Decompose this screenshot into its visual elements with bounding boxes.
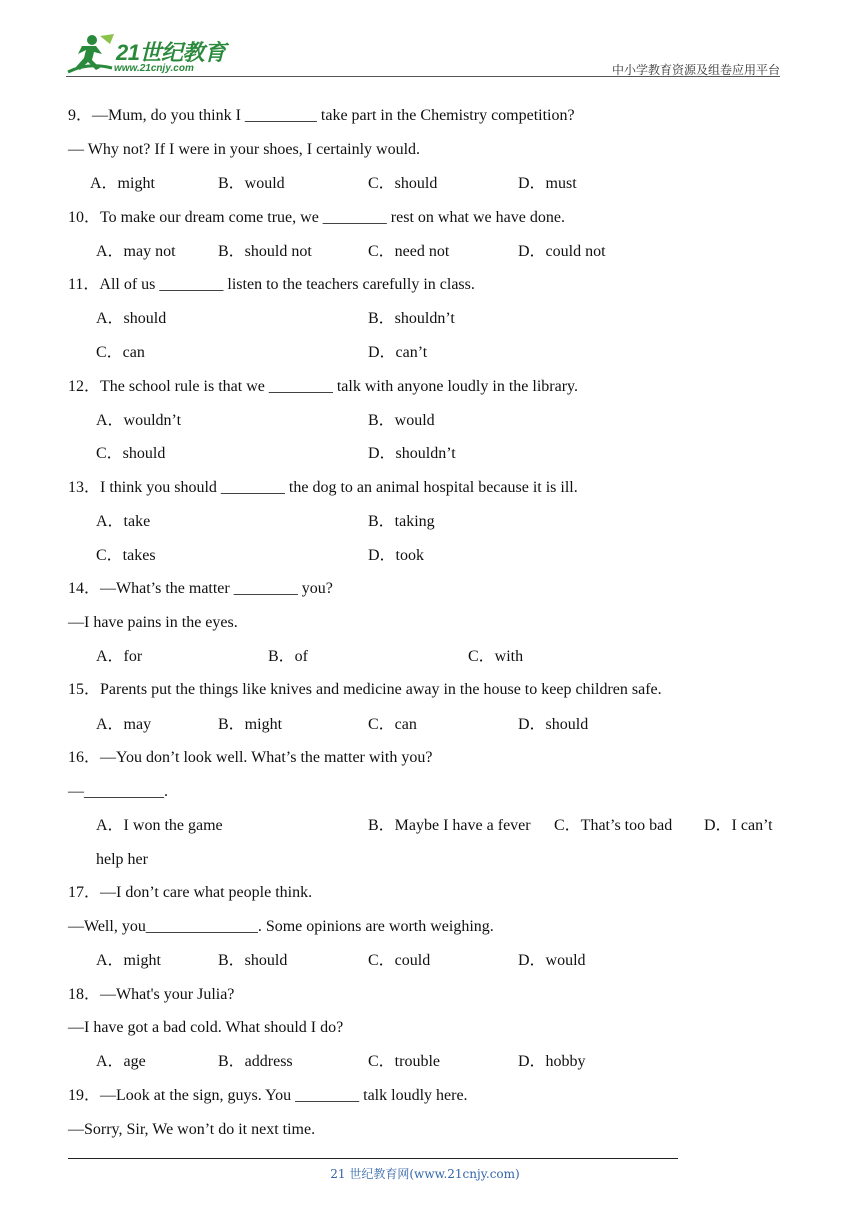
platform-name: 中小学教育资源及组卷应用平台 xyxy=(611,63,780,77)
question-11-option-b[interactable]: B．shouldn’t xyxy=(368,310,455,327)
question-18-reply: —I have got a bad cold. What should I do? xyxy=(68,1019,344,1036)
question-12-option-a[interactable]: A．wouldn’t xyxy=(96,412,182,429)
question-17-option-b[interactable]: B．should xyxy=(218,952,288,969)
runner-logo-icon xyxy=(62,32,116,78)
question-17-option-a[interactable]: A．might xyxy=(96,952,161,969)
question-13-option-b[interactable]: B．taking xyxy=(368,513,435,530)
question-9-stem: 9．—Mum, do you think I _________ take part in the Chemistry competition? xyxy=(68,107,575,124)
question-16-stem: 16．—You don’t look well. What’s the matter with you? xyxy=(68,749,433,766)
logo[interactable] xyxy=(62,32,232,78)
question-9-option-d[interactable]: D．must xyxy=(518,175,577,192)
question-15-option-a[interactable]: A．may xyxy=(96,716,152,733)
question-18-option-c[interactable]: C．trouble xyxy=(368,1053,440,1070)
question-13-option-c[interactable]: C．takes xyxy=(96,547,156,564)
question-15-stem: 15．Parents put the things like knives and medicine away in the house to keep children safe. xyxy=(68,681,662,698)
question-10-option-c[interactable]: C．need not xyxy=(368,243,450,260)
question-11-stem: 11．All of us ________ listen to the teachers carefully in class. xyxy=(68,276,475,293)
question-9-option-c[interactable]: C．should xyxy=(368,175,438,192)
question-16-reply: —__________. xyxy=(68,783,168,800)
question-18-stem: 18．—What's your Julia? xyxy=(68,986,235,1003)
question-10-option-b[interactable]: B．should not xyxy=(218,243,312,260)
question-10-stem: 10．To make our dream come true, we ________ rest on what we have done. xyxy=(68,209,565,226)
question-14-reply: —I have pains in the eyes. xyxy=(68,614,238,631)
question-16-option-b[interactable]: B．Maybe I have a fever xyxy=(368,817,531,834)
question-15-option-d[interactable]: D．should xyxy=(518,716,589,733)
question-18-option-d[interactable]: D．hobby xyxy=(518,1053,586,1070)
question-18-option-a[interactable]: A．age xyxy=(96,1053,146,1070)
question-9-reply: — Why not? If I were in your shoes, I certainly would. xyxy=(68,141,421,158)
question-11-option-a[interactable]: A．should xyxy=(96,310,167,327)
question-17-option-d[interactable]: D．would xyxy=(518,952,586,969)
question-13-stem: 13．I think you should ________ the dog to an animal hospital because it is ill. xyxy=(68,479,578,496)
question-11-option-d[interactable]: D．can’t xyxy=(368,344,428,361)
question-12-option-b[interactable]: B．would xyxy=(368,412,435,429)
question-16-option-c[interactable]: C．That’s too bad xyxy=(554,817,673,834)
question-10-option-a[interactable]: A．may not xyxy=(96,243,176,260)
question-14-option-c[interactable]: C．with xyxy=(468,648,524,665)
question-14-option-b[interactable]: B．of xyxy=(268,648,309,665)
logo-text: 21世纪教育 xyxy=(116,40,226,65)
page-header xyxy=(62,32,780,78)
question-10-option-d[interactable]: D．could not xyxy=(518,243,606,260)
question-12-option-c[interactable]: C．should xyxy=(96,445,166,462)
footer-divider xyxy=(68,1158,678,1159)
question-16-option-a[interactable]: A．I won the game xyxy=(96,817,223,834)
question-13-option-d[interactable]: D．took xyxy=(368,547,425,564)
question-11-option-c[interactable]: C．can xyxy=(96,344,145,361)
question-19-stem: 19．—Look at the sign, guys. You ________ talk loudly here. xyxy=(68,1087,468,1104)
question-16-option-d[interactable]: D．I can’t xyxy=(704,817,773,834)
question-15-option-b[interactable]: B．might xyxy=(218,716,283,733)
question-19-reply: —Sorry, Sir, We won’t do it next time. xyxy=(68,1121,316,1138)
question-14-stem: 14．—What’s the matter ________ you? xyxy=(68,580,333,597)
question-12-stem: 12．The school rule is that we ________ talk with anyone loudly in the library. xyxy=(68,378,578,395)
question-18-option-b[interactable]: B．address xyxy=(218,1053,293,1070)
question-9-option-b[interactable]: B．would xyxy=(218,175,285,192)
question-12-option-d[interactable]: D．shouldn’t xyxy=(368,445,456,462)
logo-url: www.21cnjy.com xyxy=(114,63,194,74)
question-17-reply: —Well, you______________. Some opinions are worth weighing. xyxy=(68,918,494,935)
question-16-option-d-continued: help her xyxy=(96,851,148,868)
question-17-option-c[interactable]: C．could xyxy=(368,952,431,969)
question-13-option-a[interactable]: A．take xyxy=(96,513,151,530)
question-9-option-a[interactable]: A．might xyxy=(90,175,155,192)
footer-text[interactable]: 21 世纪教育网(www.21cnjy.com) xyxy=(330,1167,520,1181)
question-17-stem: 17．—I don’t care what people think. xyxy=(68,884,313,901)
question-15-option-c[interactable]: C．can xyxy=(368,716,417,733)
question-14-option-a[interactable]: A．for xyxy=(96,648,143,665)
header-divider xyxy=(66,76,780,77)
